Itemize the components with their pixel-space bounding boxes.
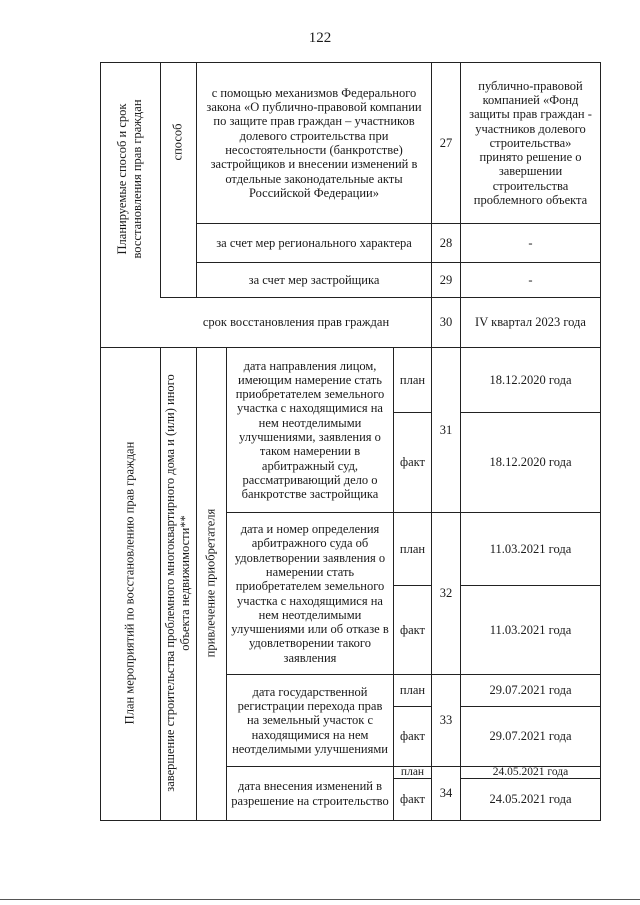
- row-32-fact-label: факт: [399, 622, 426, 637]
- grid-line: [100, 62, 101, 821]
- section-title: План мероприятий по восстановлению прав граждан: [122, 441, 137, 725]
- section-title: Планируемые способ и срок восстановления прав граждан: [115, 99, 144, 259]
- row-29-number: 29: [439, 272, 453, 287]
- row-34-description: дата внесения изменений в разрешение на строительство: [231, 779, 389, 808]
- row-31-number: 31: [439, 422, 453, 437]
- row-28-value: -: [528, 235, 533, 250]
- row-29-value: -: [528, 272, 533, 287]
- section-subtitle: завершение строительства проблемного многоквартирного дома и (или) иного объекта недвижимости**: [163, 374, 192, 792]
- page-number: 122: [308, 30, 332, 46]
- row-34-plan-value: 24.05.2021 года: [492, 767, 569, 778]
- row-33-description: дата государственной регистрации перехода прав на земельный участок с находящимися на нем неотделимыми улучшениями: [232, 684, 388, 756]
- row-27-number: 27: [439, 135, 453, 150]
- row-33-plan-label: план: [399, 683, 426, 698]
- method-label: способ: [170, 123, 185, 161]
- row-29-description: за счет мер застройщика: [248, 272, 380, 287]
- row-34-fact-label: факт: [399, 792, 426, 807]
- row-30-value: IV квартал 2023 года: [475, 315, 586, 330]
- grid-line: [160, 347, 161, 821]
- grid-line: [100, 820, 600, 821]
- row-34-fact-value: 24.05.2021 года: [489, 792, 572, 807]
- row-34-plan-label: план: [400, 767, 425, 778]
- row-31-description: дата направления лицом, имеющим намерение стать приобретателем земельного участка с находящимися на нем неотделимыми улучшениями, заявления о таком намерении в арбитражный суд, рассматривающий дело о банкротстве застройщика: [235, 358, 385, 502]
- row-32-plan-value: 11.03.2021 года: [489, 541, 572, 556]
- row-32-plan-label: план: [399, 541, 426, 556]
- row-33-plan-value: 29.07.2021 года: [489, 683, 572, 698]
- row-27-value: публично-правовой компанией «Фонд защиты прав граждан - участников долевого строительства» принято решение о завершении строительства проблемного объекта: [469, 78, 592, 208]
- row-30-number: 30: [439, 315, 453, 330]
- row-31-fact-value: 18.12.2020 года: [489, 455, 572, 470]
- row-28-description: за счет мер регионального характера: [216, 235, 412, 250]
- row-31-fact-label: факт: [399, 455, 426, 470]
- row-33-fact-value: 29.07.2021 года: [489, 729, 572, 744]
- row-28-number: 28: [439, 235, 453, 250]
- bottom-rule: [0, 899, 640, 900]
- row-33-number: 33: [439, 713, 453, 728]
- row-34-number: 34: [439, 786, 453, 801]
- row-32-fact-value: 11.03.2021 года: [489, 622, 572, 637]
- row-31-plan-label: план: [399, 372, 426, 387]
- row-33-fact-label: факт: [399, 729, 426, 744]
- row-31-plan-value: 18.12.2020 года: [489, 372, 572, 387]
- row-27-description: с помощью механизмов Федерального закона «О публично-правовой компании по защите прав граждан – участников долевого строительства при несостоятельности (банкротстве) застройщиков и внесении изменений в отдельные законодательные акты Российской Федерации»: [206, 85, 422, 200]
- grid-line: [160, 62, 161, 297]
- row-32-number: 32: [439, 586, 453, 601]
- section-subtitle-2: привлечение приобретателя: [203, 508, 218, 658]
- grid-line: [600, 62, 601, 821]
- row-30-description: срок восстановления прав граждан: [202, 315, 390, 330]
- grid-line: [196, 347, 197, 821]
- row-32-description: дата и номер определения арбитражного суда об удовлетворении заявления о намерении стать приобретателем земельного участка с находящимися на нем неотделимыми улучшениями или об отказе в удовлетворении такого заявления: [231, 522, 389, 665]
